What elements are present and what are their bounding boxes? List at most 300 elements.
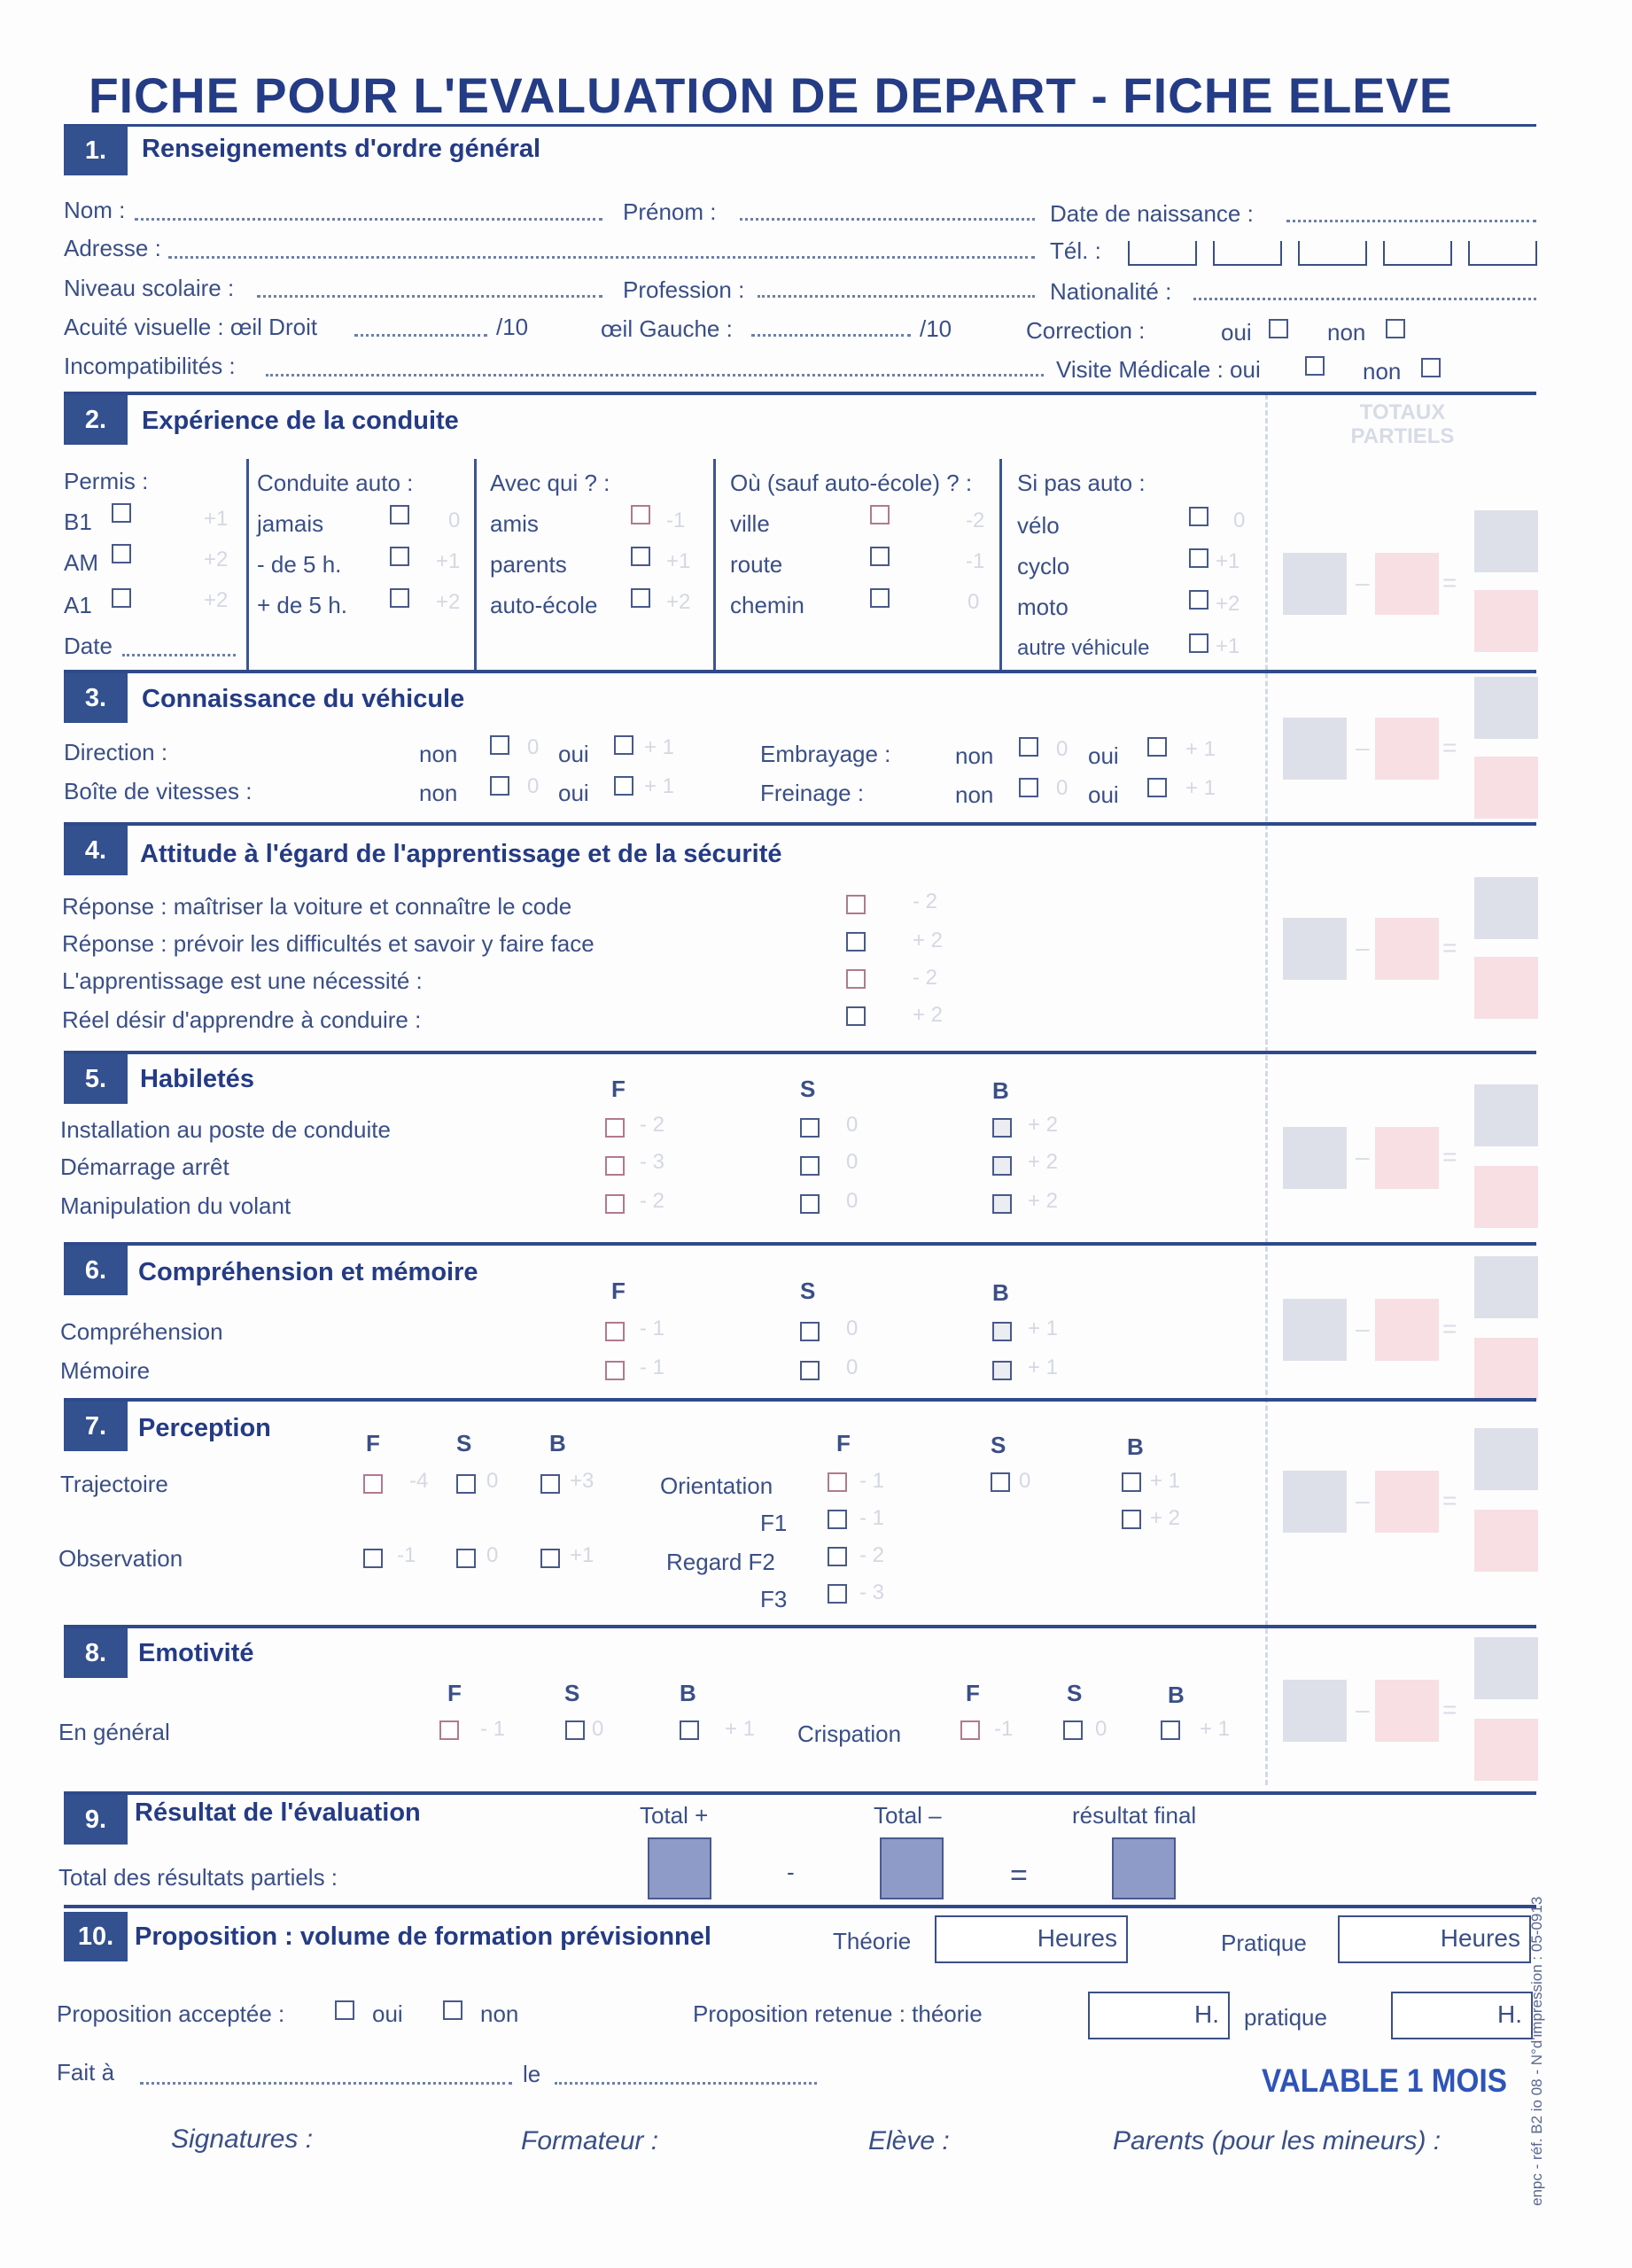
s6-item-1-b-points: + 1 — [1028, 1317, 1059, 1340]
acuite-droit-unit: /10 — [496, 314, 529, 340]
ou-route-label: route — [730, 551, 783, 578]
section-10-title: Proposition : volume de formation prévisionnel — [135, 1922, 711, 1951]
s4-minus-sign: – — [1356, 934, 1370, 961]
signatures-label: Signatures : — [171, 2124, 314, 2154]
s4-item-4-points: + 2 — [913, 1003, 944, 1027]
s5-total-minus-box[interactable] — [1375, 1127, 1439, 1189]
trajectoire-s-checkbox[interactable] — [456, 1474, 476, 1494]
s5-total-grey-box[interactable] — [1283, 1127, 1347, 1189]
section-4-rule — [64, 822, 1536, 826]
s7-f-header-right: F — [836, 1430, 851, 1456]
retenue-pratique-label: pratique — [1244, 2004, 1327, 2031]
eleve-label: Elève : — [868, 2126, 950, 2155]
observation-s-points: 0 — [486, 1543, 499, 1567]
boite-label: Boîte de vitesses : — [64, 778, 253, 804]
s9-equals-sign: = — [1010, 1859, 1028, 1892]
profession-label: Profession : — [623, 276, 745, 303]
direction-non-points: 0 — [527, 735, 540, 759]
en-general-f-points: - 1 — [480, 1717, 506, 1741]
s2-result-box[interactable] — [1474, 590, 1538, 652]
tel-box-3[interactable] — [1298, 241, 1367, 266]
tel-box-4[interactable] — [1383, 241, 1452, 266]
acceptee-non-label: non — [480, 2000, 519, 2027]
observation-f-points: -1 — [397, 1543, 416, 1567]
embrayage-non-label: non — [955, 742, 994, 769]
correction-non-checkbox[interactable] — [1386, 319, 1405, 338]
orientation-s-points: 0 — [1019, 1469, 1031, 1493]
section-4-number: 4. — [64, 826, 128, 875]
permis-am-points: +2 — [204, 548, 229, 571]
s5-item-3-f-checkbox[interactable] — [605, 1194, 625, 1214]
boite-non-checkbox[interactable] — [490, 776, 509, 796]
s8-b-header-left: B — [680, 1680, 696, 1706]
fait-a-field[interactable] — [140, 2082, 512, 2085]
avec-amis-points: -1 — [666, 509, 686, 532]
s5-item-2-s-points: 0 — [846, 1150, 859, 1174]
naissance-field[interactable] — [1286, 220, 1536, 222]
s4-equals-sign: = — [1442, 934, 1457, 961]
conduite-jamais-points: 0 — [448, 509, 461, 532]
f2-checkbox[interactable] — [828, 1547, 847, 1566]
s6-result-box[interactable] — [1474, 1338, 1538, 1400]
freinage-non-checkbox[interactable] — [1019, 778, 1038, 797]
s7-minus-sign: – — [1356, 1487, 1370, 1514]
tel-box-5[interactable] — [1468, 241, 1537, 266]
sipas-cyclo-points: +1 — [1216, 549, 1240, 573]
section-3-rule — [64, 670, 1536, 673]
s5-item-2-b-checkbox[interactable] — [992, 1156, 1012, 1176]
section-7-title: Perception — [138, 1414, 271, 1442]
avec-label: Avec qui ? : — [490, 470, 610, 496]
ou-route-points: -1 — [966, 549, 985, 573]
permis-b1-points: +1 — [204, 507, 229, 531]
s4-total-grey-box[interactable] — [1283, 918, 1347, 980]
le-date-field[interactable] — [555, 2082, 817, 2085]
s2-col-divider-4 — [999, 459, 1002, 670]
s7-result-box[interactable] — [1474, 1510, 1538, 1572]
s5-item-1-s-points: 0 — [846, 1113, 859, 1137]
avec-amis-label: amis — [490, 510, 539, 537]
orientation-b-points: + 1 — [1150, 1469, 1181, 1493]
section-10-number: 10. — [64, 1912, 128, 1961]
total-plus-label: Total + — [640, 1802, 709, 1829]
s8-result-box[interactable] — [1474, 1719, 1538, 1781]
s3-result-box[interactable] — [1474, 757, 1538, 819]
s8-f-header-right: F — [966, 1680, 980, 1706]
tel-label: Tél. : — [1050, 237, 1101, 264]
s6-minus-sign: – — [1356, 1315, 1370, 1342]
total-plus-box[interactable] — [648, 1837, 711, 1899]
sipas-velo-label: vélo — [1017, 512, 1060, 539]
pratique-label: Pratique — [1221, 1930, 1307, 1956]
f3-checkbox[interactable] — [828, 1584, 847, 1604]
fait-a-label: Fait à — [57, 2059, 115, 2085]
embrayage-non-checkbox[interactable] — [1019, 737, 1038, 757]
s7-s-header-left: S — [456, 1430, 472, 1456]
total-minus-box[interactable] — [880, 1837, 944, 1899]
s4-item-1-points: - 2 — [913, 889, 938, 913]
s5-item-2-f-checkbox[interactable] — [605, 1156, 625, 1176]
en-general-s-points: 0 — [592, 1717, 604, 1741]
boite-oui-checkbox[interactable] — [614, 776, 633, 796]
f3-label: F3 — [760, 1586, 788, 1612]
s5-item-1-f-points: - 2 — [640, 1113, 665, 1137]
s5-f-header: F — [611, 1076, 626, 1102]
nationalite-label: Nationalité : — [1050, 278, 1172, 305]
correction-oui-checkbox[interactable] — [1269, 319, 1288, 338]
s2-col-divider-3 — [713, 459, 716, 670]
correction-non-label: non — [1327, 319, 1366, 346]
section-2-title: Expérience de la conduite — [142, 407, 459, 435]
s4-item-2-points: + 2 — [913, 928, 944, 952]
tel-box-1[interactable] — [1128, 241, 1197, 266]
total-partiels-label: Total des résultats partiels : — [58, 1864, 338, 1891]
s6-item-2-s-points: 0 — [846, 1355, 859, 1379]
s8-b-header-right: B — [1168, 1682, 1185, 1708]
ou-ville-checkbox[interactable] — [870, 505, 890, 524]
s2-equals-sign: = — [1442, 569, 1457, 596]
s6-item-1-s-points: 0 — [846, 1317, 859, 1340]
s4-item-1-label: Réponse : maîtriser la voiture et connaître le code — [62, 893, 572, 920]
naissance-label: Date de naissance : — [1050, 200, 1254, 227]
s5-item-2-f-points: - 3 — [640, 1150, 665, 1174]
s2-total-minus-box[interactable] — [1375, 553, 1439, 615]
orientation-b-checkbox[interactable] — [1122, 1472, 1141, 1492]
section-1-title: Renseignements d'ordre général — [142, 135, 541, 163]
section-7-rule — [64, 1398, 1536, 1402]
permis-label: Permis : — [64, 468, 149, 494]
section-2-number: 2. — [64, 395, 128, 445]
visite-non-checkbox[interactable] — [1421, 358, 1441, 377]
sipas-velo-checkbox[interactable] — [1189, 507, 1208, 526]
s4-item-3-points: - 2 — [913, 966, 938, 990]
observation-s-checkbox[interactable] — [456, 1549, 476, 1568]
s5-item-1-b-points: + 2 — [1028, 1113, 1059, 1137]
en-general-s-checkbox[interactable] — [565, 1720, 585, 1740]
freinage-oui-points: + 1 — [1185, 776, 1216, 800]
s5-item-1-b-checkbox[interactable] — [992, 1118, 1012, 1138]
avec-autoecole-checkbox[interactable] — [631, 588, 650, 608]
s6-item-1-f-points: - 1 — [640, 1317, 665, 1340]
section-9-number: 9. — [64, 1795, 128, 1845]
freinage-non-points: 0 — [1056, 776, 1069, 800]
direction-oui-label: oui — [558, 741, 589, 767]
trajectoire-s-points: 0 — [486, 1469, 499, 1493]
nationalite-field[interactable] — [1193, 298, 1536, 300]
acuite-label: Acuité visuelle : œil Droit — [64, 314, 318, 340]
proposition-retenue-label: Proposition retenue : théorie — [693, 2000, 983, 2027]
s3-total-plus-box[interactable] — [1474, 677, 1538, 739]
s4-item-3-label: L'apprentissage est une nécessité : — [62, 967, 423, 994]
s5-item-3-f-points: - 2 — [640, 1189, 665, 1213]
ou-ville-points: -2 — [966, 509, 985, 532]
en-general-f-checkbox[interactable] — [439, 1720, 459, 1740]
resultat-final-box[interactable] — [1112, 1837, 1176, 1899]
conduite-jamais-checkbox[interactable] — [390, 505, 409, 524]
valable-stamp: VALABLE 1 MOIS — [1262, 2062, 1507, 2099]
permis-am-checkbox[interactable] — [112, 544, 131, 563]
s4-total-minus-box[interactable] — [1375, 918, 1439, 980]
s5-item-1-f-checkbox[interactable] — [605, 1118, 625, 1138]
s7-total-minus-box[interactable] — [1375, 1471, 1439, 1533]
s8-total-grey-box[interactable] — [1283, 1680, 1347, 1742]
theorie-heures-field[interactable]: Heures — [935, 1915, 1128, 1963]
visite-oui-checkbox[interactable] — [1305, 356, 1325, 376]
s5-item-3-b-checkbox[interactable] — [992, 1194, 1012, 1214]
correction-oui-label: oui — [1221, 319, 1252, 346]
trajectoire-b-points: +3 — [570, 1469, 595, 1493]
avec-parents-label: parents — [490, 551, 567, 578]
crispation-b-points: + 1 — [1200, 1717, 1231, 1741]
embrayage-oui-checkbox[interactable] — [1147, 737, 1167, 757]
section-2-rule — [64, 392, 1536, 395]
orientation-s-checkbox[interactable] — [991, 1472, 1010, 1492]
boite-non-points: 0 — [527, 774, 540, 798]
crispation-s-checkbox[interactable] — [1063, 1720, 1083, 1740]
permis-date-field[interactable] — [122, 654, 236, 656]
s5-item-3-label: Manipulation du volant — [60, 1192, 291, 1219]
s4-total-plus-box[interactable] — [1474, 877, 1538, 939]
s6-item-2-b-checkbox[interactable] — [992, 1361, 1012, 1380]
s3-minus-sign: – — [1356, 734, 1370, 761]
s5-item-2-s-checkbox[interactable] — [800, 1156, 820, 1176]
section-9-title: Résultat de l'évaluation — [135, 1798, 421, 1827]
s6-item-1-f-checkbox[interactable] — [605, 1322, 625, 1341]
s6-b-header: B — [992, 1279, 1009, 1306]
trajectoire-b-checkbox[interactable] — [540, 1474, 560, 1494]
sipas-label: Si pas auto : — [1017, 470, 1146, 496]
section-8-number: 8. — [64, 1628, 128, 1678]
s6-s-header: S — [800, 1278, 816, 1304]
observation-b-checkbox[interactable] — [540, 1549, 560, 1568]
s8-minus-sign: – — [1356, 1696, 1370, 1723]
acuite-droit-field[interactable] — [354, 334, 487, 337]
s4-item-1-checkbox[interactable] — [846, 895, 866, 914]
acuite-gauche-unit: /10 — [920, 315, 952, 342]
adresse-field[interactable] — [168, 256, 1035, 259]
proposition-acceptee-label: Proposition acceptée : — [57, 2000, 285, 2027]
s8-equals-sign: = — [1442, 1696, 1457, 1723]
section-6-title: Compréhension et mémoire — [138, 1258, 478, 1286]
sipas-autre-points: +1 — [1216, 634, 1240, 658]
s5-item-2-b-points: + 2 — [1028, 1150, 1059, 1174]
prenom-field[interactable] — [740, 218, 1035, 221]
section-3-number: 3. — [64, 673, 128, 723]
direction-oui-points: + 1 — [644, 735, 675, 759]
f1-b-checkbox[interactable] — [1122, 1510, 1141, 1529]
orientation-f-points: - 1 — [859, 1469, 885, 1493]
s7-equals-sign: = — [1442, 1487, 1457, 1514]
resultat-final-label: résultat final — [1072, 1802, 1197, 1829]
theorie-label: Théorie — [833, 1928, 912, 1954]
s6-item-1-s-checkbox[interactable] — [800, 1322, 820, 1341]
conduite-moins5-label: - de 5 h. — [257, 551, 342, 578]
s6-total-grey-box[interactable] — [1283, 1299, 1347, 1361]
formateur-label: Formateur : — [521, 2126, 659, 2155]
section-5-rule — [64, 1051, 1536, 1054]
s5-item-1-s-checkbox[interactable] — [800, 1118, 820, 1138]
section-6-rule — [64, 1242, 1536, 1246]
permis-a1-points: +2 — [204, 588, 229, 612]
s6-total-plus-box[interactable] — [1474, 1256, 1538, 1318]
s6-item-1-b-checkbox[interactable] — [992, 1322, 1012, 1341]
section-8-rule — [64, 1625, 1536, 1628]
s5-result-box[interactable] — [1474, 1166, 1538, 1228]
section-5-number: 5. — [64, 1054, 128, 1104]
ou-label: Où (sauf auto-école) ? : — [730, 470, 973, 496]
s7-total-grey-box[interactable] — [1283, 1471, 1347, 1533]
conduite-jamais-label: jamais — [257, 510, 324, 537]
le-label: le — [523, 2061, 541, 2087]
parents-label: Parents (pour les mineurs) : — [1113, 2126, 1442, 2155]
acuite-gauche-field[interactable] — [751, 334, 911, 337]
retenue-pratique-field[interactable]: H. — [1391, 1992, 1533, 2039]
sipas-moto-checkbox[interactable] — [1189, 590, 1208, 610]
s7-b-header-left: B — [549, 1430, 566, 1456]
sipas-cyclo-checkbox[interactable] — [1189, 548, 1208, 568]
acceptee-non-checkbox[interactable] — [443, 2000, 462, 2020]
trajectoire-f-checkbox[interactable] — [363, 1474, 383, 1494]
visite-non-label: non — [1363, 358, 1402, 384]
pratique-heures-field[interactable]: Heures — [1338, 1915, 1531, 1963]
s5-item-3-s-points: 0 — [846, 1189, 859, 1213]
s4-item-2-checkbox[interactable] — [846, 932, 866, 951]
avec-autoecole-label: auto-école — [490, 592, 598, 618]
s7-total-plus-box[interactable] — [1474, 1428, 1538, 1490]
incompat-field[interactable] — [266, 374, 1044, 377]
s4-item-3-checkbox[interactable] — [846, 969, 866, 989]
sipas-cyclo-label: cyclo — [1017, 553, 1070, 579]
f1-points: - 1 — [859, 1506, 885, 1530]
s5-item-3-b-points: + 2 — [1028, 1189, 1059, 1213]
page-title: FICHE POUR L'EVALUATION DE DEPART - FICHE ELEVE — [89, 67, 1453, 123]
s8-total-minus-box[interactable] — [1375, 1680, 1439, 1742]
boite-oui-points: + 1 — [644, 774, 675, 798]
permis-am-label: AM — [64, 549, 98, 576]
total-minus-label: Total – — [874, 1802, 942, 1829]
en-general-b-checkbox[interactable] — [680, 1720, 699, 1740]
sipas-autre-checkbox[interactable] — [1189, 633, 1208, 653]
adresse-label: Adresse : — [64, 235, 161, 261]
ou-route-checkbox[interactable] — [870, 547, 890, 566]
s2-col-divider-1 — [246, 459, 249, 670]
s5-total-plus-box[interactable] — [1474, 1084, 1538, 1146]
s4-result-box[interactable] — [1474, 957, 1538, 1019]
niveau-label: Niveau scolaire : — [64, 275, 235, 301]
s4-item-4-checkbox[interactable] — [846, 1006, 866, 1026]
s6-item-2-s-checkbox[interactable] — [800, 1361, 820, 1380]
observation-f-checkbox[interactable] — [363, 1549, 383, 1568]
f1-label: F1 — [760, 1510, 788, 1536]
nom-field[interactable] — [135, 218, 602, 221]
s2-total-grey-box[interactable] — [1283, 553, 1347, 615]
embrayage-oui-points: + 1 — [1185, 737, 1216, 761]
s8-s-header-left: S — [564, 1680, 580, 1706]
totals-column-divider — [1265, 394, 1268, 1785]
direction-oui-checkbox[interactable] — [614, 735, 633, 755]
retenue-theorie-field[interactable]: H. — [1088, 1992, 1230, 2039]
s5-s-header: S — [800, 1076, 816, 1102]
s6-equals-sign: = — [1442, 1315, 1457, 1342]
acceptee-oui-checkbox[interactable] — [335, 2000, 354, 2020]
s5-minus-sign: – — [1356, 1143, 1370, 1170]
s3-total-grey-box[interactable] — [1283, 718, 1347, 780]
s5-item-3-s-checkbox[interactable] — [800, 1194, 820, 1214]
boite-non-label: non — [419, 780, 458, 806]
totaux-partiels-heading: TOTAUX PARTIELS — [1350, 400, 1455, 448]
s6-item-1-label: Compréhension — [60, 1318, 223, 1345]
section-3-title: Connaissance du véhicule — [142, 685, 465, 713]
avec-autoecole-points: +2 — [666, 590, 691, 614]
direction-non-label: non — [419, 741, 458, 767]
s6-item-2-b-points: + 1 — [1028, 1355, 1059, 1379]
crispation-f-checkbox[interactable] — [960, 1720, 980, 1740]
s6-item-2-f-checkbox[interactable] — [605, 1361, 625, 1380]
sipas-autre-label: autre véhicule — [1017, 636, 1150, 660]
crispation-b-checkbox[interactable] — [1161, 1720, 1180, 1740]
print-reference: enpc - réf. B2 io 08 - N°d'impression : 05-0913 — [1528, 1896, 1545, 2206]
f1-checkbox[interactable] — [828, 1510, 847, 1529]
prenom-label: Prénom : — [623, 198, 717, 225]
section-6-number: 6. — [64, 1246, 128, 1295]
avec-parents-checkbox[interactable] — [631, 547, 650, 566]
orientation-f-checkbox[interactable] — [828, 1472, 847, 1492]
ou-chemin-checkbox[interactable] — [870, 588, 890, 608]
crispation-s-points: 0 — [1095, 1717, 1107, 1741]
s6-total-minus-box[interactable] — [1375, 1299, 1439, 1361]
avec-parents-points: +1 — [666, 549, 691, 573]
regard-f2-label: Regard F2 — [666, 1549, 775, 1575]
permis-a1-checkbox[interactable] — [112, 588, 131, 608]
gauche-label: œil Gauche : — [601, 315, 733, 342]
profession-field[interactable] — [758, 295, 1035, 298]
s5-equals-sign: = — [1442, 1143, 1457, 1170]
s4-item-4-label: Réel désir d'apprendre à conduire : — [62, 1006, 422, 1033]
niveau-field[interactable] — [257, 295, 602, 298]
avec-amis-checkbox[interactable] — [631, 505, 650, 524]
tel-box-2[interactable] — [1213, 241, 1282, 266]
permis-b1-checkbox[interactable] — [112, 503, 131, 523]
s8-total-plus-box[interactable] — [1474, 1637, 1538, 1699]
conduite-moins5-checkbox[interactable] — [390, 547, 409, 566]
s6-item-2-label: Mémoire — [60, 1357, 151, 1384]
freinage-oui-label: oui — [1088, 781, 1119, 808]
s6-f-header: F — [611, 1278, 626, 1304]
section-1-number: 1. — [64, 126, 128, 175]
conduite-plus5-checkbox[interactable] — [390, 588, 409, 608]
visite-label: Visite Médicale : oui — [1056, 356, 1261, 383]
incompat-label: Incompatibilités : — [64, 353, 236, 379]
f2-points: - 2 — [859, 1543, 885, 1567]
freinage-oui-checkbox[interactable] — [1147, 778, 1167, 797]
correction-label: Correction : — [1026, 317, 1146, 344]
f1-b-points: + 2 — [1150, 1506, 1181, 1530]
s9-minus-sign: - — [787, 1859, 795, 1885]
en-general-label: En général — [58, 1719, 170, 1745]
section-10-rule — [64, 1905, 1536, 1908]
permis-a1-label: A1 — [64, 592, 92, 618]
section-9-rule — [64, 1791, 1536, 1795]
acceptee-oui-label: oui — [372, 2000, 403, 2027]
s7-b-header-right: B — [1127, 1433, 1144, 1460]
s3-total-minus-box[interactable] — [1375, 718, 1439, 780]
s2-total-plus-box[interactable] — [1474, 510, 1538, 572]
conduite-moins5-points: +1 — [436, 549, 461, 573]
s2-minus-sign: – — [1356, 569, 1370, 596]
ou-chemin-label: chemin — [730, 592, 804, 618]
section-8-title: Emotivité — [138, 1639, 254, 1667]
direction-non-checkbox[interactable] — [490, 735, 509, 755]
